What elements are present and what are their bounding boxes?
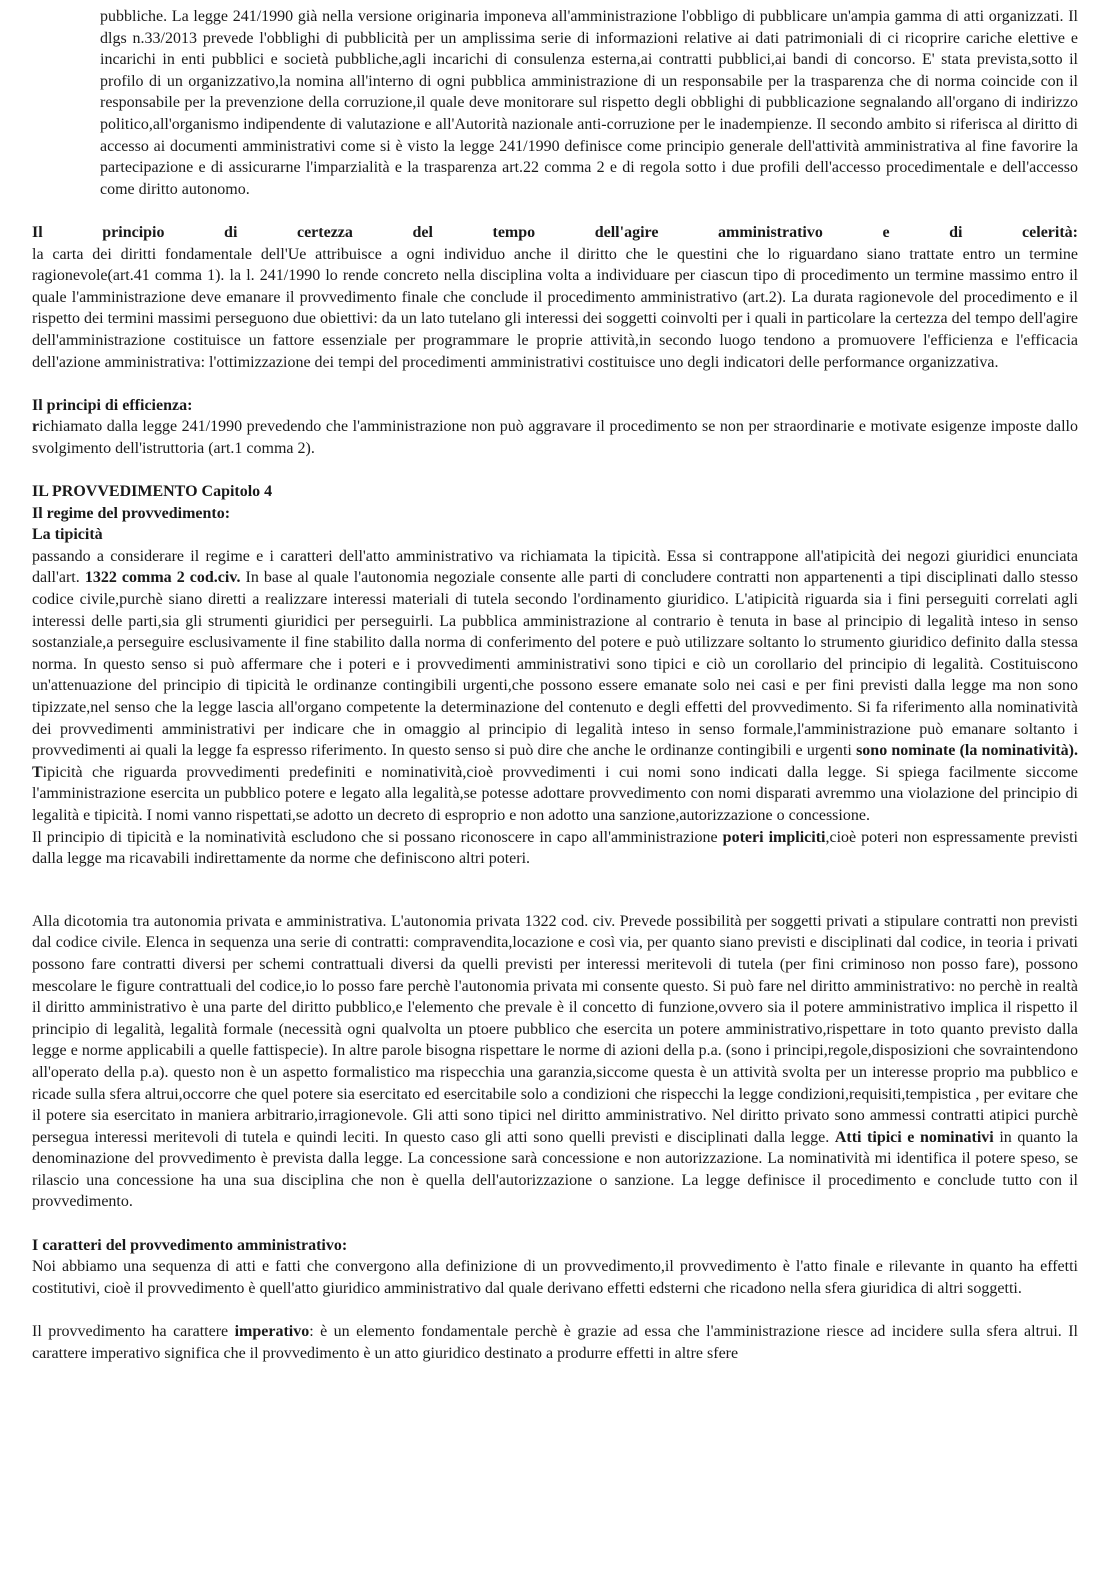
chapter-title: IL PROVVEDIMENTO Capitolo 4	[32, 483, 273, 501]
dicotomia-paragraph	[32, 911, 1078, 1213]
certezza-heading: Il principio di certezza del tempo dell'agire amministrativo e di celerità:	[32, 223, 1078, 241]
dicotomia-text-2: in quanto la denominazione del provvedimento è prevista dalla legge. La concessione sarà concessione e non autorizzazione. La nominatività mi identifica il potere speso, se rilascio una concessione ha una sua disciplina che non è quella dell'autorizzazione o sanzione. La legge definisce il procedimento e conclude tutto con il provvedimento.	[32, 1128, 1079, 1211]
poteri-impliciti-paragraph	[32, 827, 1078, 870]
efficienza-text: ichiamato dalla legge 241/1990 prevedendo che l'amministrazione non può aggravare il procedimento se non per straordinarie e motivate esigenze imposte dallo svolgimento dell'istruttoria (art.1 comma 2).	[32, 418, 1078, 457]
tipicita-bold-1: 1322 comma 2 cod.civ.	[84, 569, 241, 587]
poteri-impliciti-bold: poteri impliciti	[722, 828, 826, 846]
section-title-tipicita: La tipicità	[32, 526, 103, 544]
tipicita-paragraph	[32, 546, 1078, 827]
imperativo-text-1: Il provvedimento ha carattere	[32, 1323, 235, 1341]
efficienza-heading: Il principi di efficienza:	[32, 396, 193, 414]
chapter-subtitle: Il regime del provvedimento:	[32, 504, 231, 522]
imperativo-text-2: : è un elemento fondamentale perchè è grazie ad essa che l'amministrazione riesce ad incidere sulla sfera altrui. Il carattere imperativo significa che il provvedimento è un atto giuridico destinato a produrre effetti in altre sfere	[32, 1323, 1079, 1362]
imperativo-paragraph	[32, 1321, 1078, 1364]
certezza-paragraph: la carta dei diritti fondamentale dell'Ue attribuisce a ogni individuo anche il diritto che le questini che lo riguardano siano trattate entro un termine ragionevole(art.41 comma 1). la l. 241/1990 lo rende concreto nella disciplina volta a individuare per ciascun tipo di procedimento un termine massimo entro il quale l'amministrazione deve emanare il provvedimento finale che conclude il procedimento amministrativo (art.2). La durata ragionevole del procedimento e il rispetto dei termini massimi perseguono due obiettivi: da un lato tutelano gli interessi dei soggetti coinvolti per i quali in particolare la certezza del tempo dell'agire dell'amministrazione costituisce un fattore essenziale per programmare le proprie attività,in secondo luogo tendono a promuovere l'efficienza e l'efficacia dell'azione amministrativa: l'ottimizzazione dei tempi del procedimenti amministrativi costituisce uno degli indicatori delle performance organizzativa.	[32, 245, 1078, 371]
caratteri-heading: I caratteri del provvedimento amministrativo:	[32, 1236, 348, 1254]
poteri-impliciti-text-2: ,cioè poteri non espressamente previsti dalla legge ma ricavabili indirettamente da norme che definiscono altri poteri.	[32, 828, 1078, 868]
transparency-paragraph: pubbliche. La legge 241/1990 già nella versione originaria imponeva all'amministrazione l'obbligo di pubblicare un'ampia gamma di atti organizzati. Il dlgs n.33/2013 prevede l'obblighi di pubblicità per un amplissima serie di informazioni relative ai dati patrimoniali di ci ricoprire cariche elettive e incarichi in enti pubblici e società pubbliche,agli incarichi di consulenza esterna,ai contratti pubblici,ai bandi di concorso. E' stata prevista,sotto il profilo di un organizzativo,la nomina all'interno di ogni pubblica amministrazione di un responsabile per la trasparenza che di norma coincide con il responsabile per la prevenzione della corruzione,il quale deve monitorare sul rispetto degli obblighi di pubblicazione segnalando all'organo di indirizzo politico,all'organismo indipendente di valutazione e all'Autorità nazionale anti-corruzione per le inadempienze. Il secondo ambito si riferisca al diritto di accesso ai documenti amministrativi come si è visto la legge 241/1990 definisce come principio generale dell'attività amministrativa al fine favorire la partecipazione e di assicurarne l'imparzialità e la trasparenza art.22 comma 2 e di regola sotto i due profili dell'accesso procedimentale e dell'accesso come diritto autonomo.	[100, 8, 1078, 198]
tipicita-bold-2: sono nominate (la nominatività). T	[32, 742, 1079, 781]
caratteri-paragraph: Noi abbiamo una sequenza di atti e fatti che convergono alla definizione di un provvedimento,il provvedimento è l'atto finale e rilevante in quanto ha effetti costitutivi, cioè il provvedimento è quell'atto giuridico amministrativo dal quale derivano effetti edsterni che ricadono nella sfera giuridica di altri soggetti.	[32, 1258, 1078, 1297]
tipicita-text-2: In base al quale l'autonomia negoziale consente alle parti di concludere contratti non appartenenti a tipi disciplinati dallo stesso codice civile,purchè siano diretti a realizzare interessi materiali di tutela secondo l'ordinamento giuridico. L'atipicità riguarda sia i fini perseguiti correlati agli interessi delle parti,sia gli strumenti giuridici per perseguirli. La pubblica amministrazione al contrario è tenuta in base al principio di legalità inteso in senso sostanziale,a perseguire esclusivamente il fine stabilito dalla norma di conferimento del potere e può utilizzare soltanto lo strumento giuridico definito dalla stessa norma. In questo senso si può affermare che i poteri e i provvedimenti amministrativi sono tipici e ciò un corollario del principio di legalità. Costituiscono un'attenuazione del principio di tipicità le ordinanze contingibili urgenti,che possono essere emanate solo nei casi e per fini previsti dalla legge ma non sono tipizzate,nel senso che la legge lascia all'organo competente la determinazione del contenuto e degli effetti del provvedimento. Si fa riferimento alla nominatività dei provvedimenti amministrativi per indicare che in omaggio al principio di legalità inteso in senso formale,l'amministrazione può emanare soltanto i provvedimenti ai quali la legge fa espresso riferimento. In questo senso si può dire che anche le ordinanze contingibili e urgenti	[32, 569, 1079, 760]
imperativo-bold: imperativo	[234, 1323, 310, 1341]
dicotomia-bold: Atti tipici e nominativi	[834, 1128, 994, 1146]
tipicita-text-3: ipicità che riguarda provvedimenti predefiniti e nominatività,cioè provvedimenti i cui nomi sono indicati dalla legge. Si spiega facilmente siccome l'amministrazione esercita un pubblico potere e legato alla legalità,se potesse adottare provvedimento con nomi disparati avremmo una violazione del principio di legalità e tipicità. I nomi vanno rispettati,se adotto un decreto di esproprio e non adotto una sanzione,autorizzazione o concessione.	[32, 763, 1078, 824]
dicotomia-text-1: Alla dicotomia tra autonomia privata e amministrativa. L'autonomia privata 1322 cod. civ. Prevede possibilità per soggetti privati a stipulare contratti non previsti dal codice civile. Elenca in sequenza una serie di contratti: compravendita,locazione e così via, per quanto siano previsti e disciplinati dal codice, in teoria i privati possono fare contratti diversi per schemi contrattuali diversi da quelli previsti per interessi meritevoli di tutela (per fini criminoso non posso fare), possono mescolare le figure contrattuali del codice,io lo posso fare perchè l'autonomia privata mi consente questo. Si può fare nel diritto amministrativo: no perchè in realtà il diritto amministrativo è una parte del diritto pubblico,e l'elemento che prevale è il concetto di funzione,ovvero sia il potere amministrativo implica il rispetto il principio di legalità, legalità formale (necessità ogni qualvolta un ptoere pubblico che esercita un potere amministrativo,rispettare in toto quanto previsto dalla legge e norme applicabili a quelle fattispecie). In altre parole bisogna rispettare le norme di azioni della p.a. (sono i principi,regole,disposizioni che sovraintendono all'operato della p.a). questo non è un aspetto formalistico ma rispecchia una garanzia,siccome questa è un attività svolta per un interesse proprio ma pubblico e ricade sulla sfera altrui,occorre che quel potere sia esercitato ed esercitabile solo a condizioni che rispecchi la legge condizioni,requisiti,tempistica , per evitare che il potere sia esercitato in maniera arbitrario,irragionevole. Gli atti sono tipici nel diritto amministrativo. Nel diritto privato sono ammessi contratti atipici purchè persegua interessi meritevoli di tutela e quindi leciti. In questo caso gli atti sono quelli previsti e disciplinati dalla legge.	[32, 912, 1078, 1146]
tipicita-text-1: passando a considerare il regime e i caratteri dell'atto amministrativo va richiamata la tipicità. Essa si contrappone all'atipicità dei negozi giuridici enunciata dall'art.	[32, 547, 1078, 587]
document-page	[32, 6, 1078, 1364]
efficienza-initial: r	[32, 418, 40, 436]
efficienza-paragraph	[32, 416, 1078, 459]
poteri-impliciti-text-1: Il principio di tipicità e la nominatività escludono che si possano riconoscere in capo all'amministrazione	[32, 828, 723, 846]
